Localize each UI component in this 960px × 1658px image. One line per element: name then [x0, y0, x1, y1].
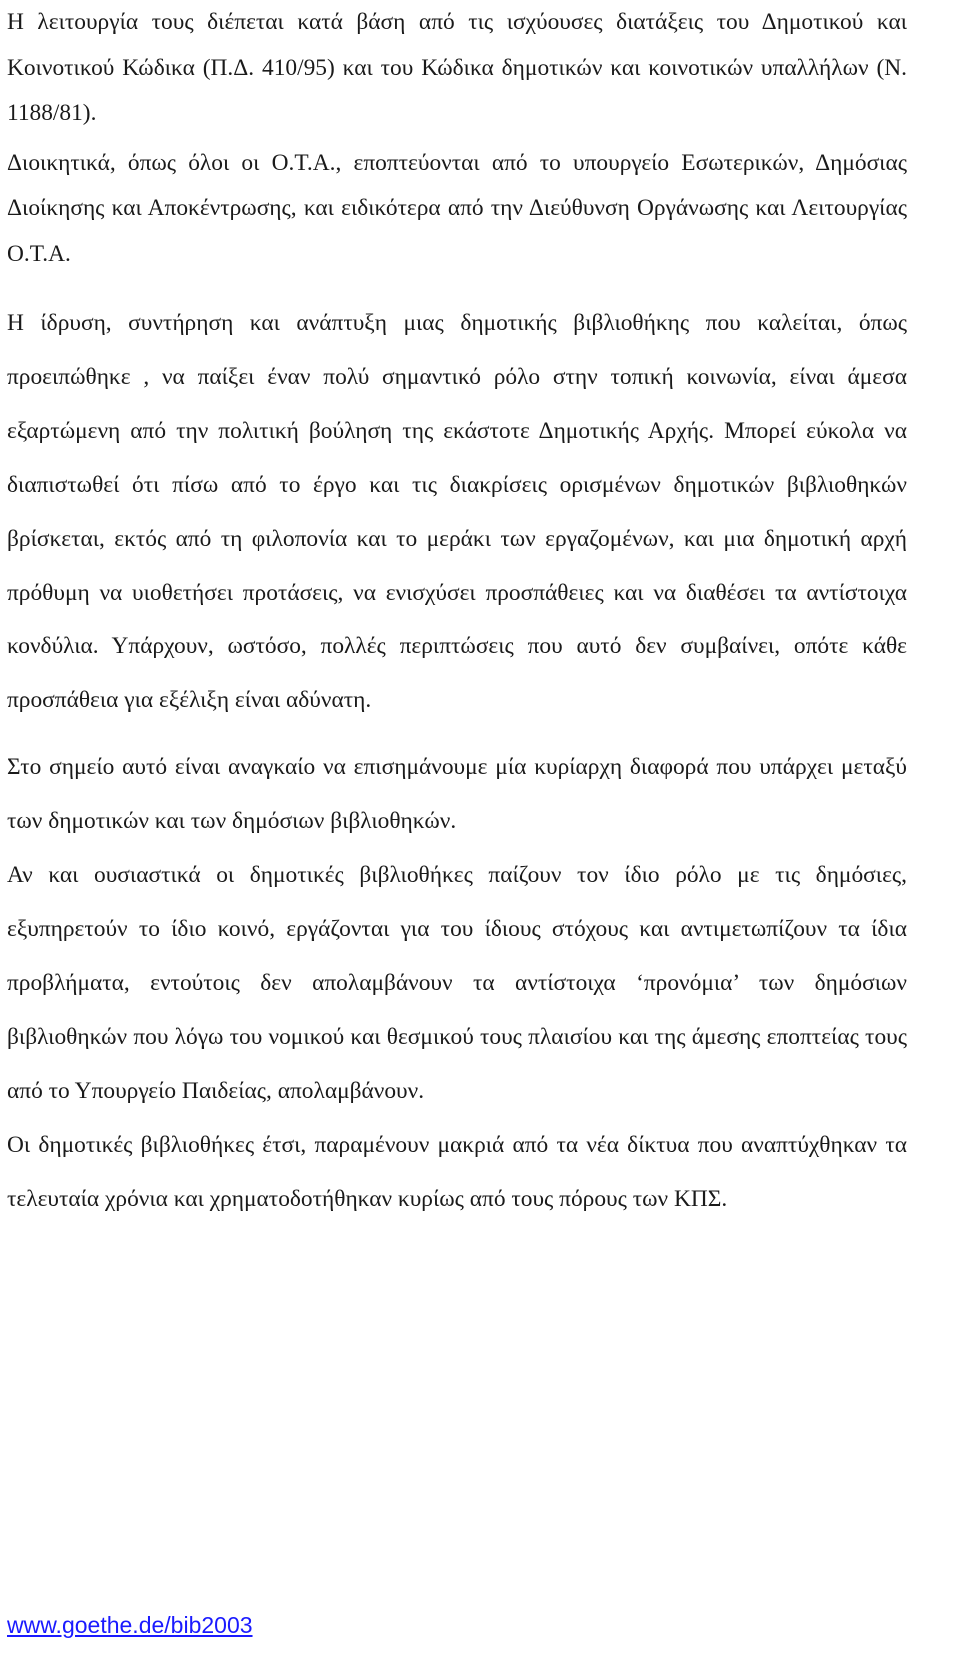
paragraph-legal-framework: Η λειτουργία τους διέπεται κατά βάση από τις ισχύουσες διατάξεις του Δημοτικού και Κοινοτικού Κώδικα (Π.Δ. 410/95) και του Κώδικα δημοτικών και κοινοτικών υπαλλήλων (Ν. 1188/81).	[7, 9, 907, 126]
document-body	[7, 0, 907, 1226]
paragraph-library-founding: Η ίδρυση, συντήρηση και ανάπτυξη μιας δημοτικής βιβλιοθήκης που καλείται, όπως προειπώθηκε , να παίξει έναν πολύ σημαντικό ρόλο στην τοπική κοινωνία, είναι άμεσα εξαρτώμενη από την πολιτική βούληση της εκάστοτε Δημοτικής Αρχής. Μπορεί εύκολα να διαπιστωθεί ότι πίσω από το έργο και τις διακρίσεις ορισμένων δημοτικών βιβλιοθηκών βρίσκεται, εκτός από τη φιλοπονία και το μεράκι των εργαζομένων, και μια δημοτική αρχή πρόθυμη να υιοθετήσει προτάσεις, να ενισχύσει προσπάθειες και να διαθέσει τα αντίστοιχα κονδύλια. Υπάρχουν, ωστόσο, πολλές περιπτώσεις που αυτό δεν συμβαίνει, οπότε κάθε προσπάθεια για εξέλιξη είναι αδύνατη.	[7, 310, 907, 714]
paragraph-privileges-comparison: Αν και ουσιαστικά οι δημοτικές βιβλιοθήκες παίζουν τον ίδιο ρόλο με τις δημόσιες, εξυπηρετούν το ίδιο κοινό, εργάζονται για του ίδιους στόχους και αντιμετωπίζουν τα ίδια προβλήματα, εντούτοις δεν απολαμβάνουν τα αντίστοιχα ‘προνόμια’ των δημόσιων βιβλιοθηκών που λόγω του νομικού και θεσμικού τους πλαισίου και της άμεσης εποπτείας τους από το Υπουργείο Παιδείας, απολαμβάνουν.	[7, 862, 907, 1104]
paragraph-administrative-supervision: Διοικητικά, όπως όλοι οι Ο.Τ.Α., εποπτεύονται από το υπουργείο Εσωτερικών, Δημόσιας Διοίκησης και Αποκέντρωσης, και ειδικότερα από την Διεύθυνση Οργάνωσης και Λειτουργίας Ο.Τ.Α.	[7, 149, 907, 267]
paragraph-key-difference: Στο σημείο αυτό είναι αναγκαίο να επισημάνουμε μία κυρίαρχη διαφορά που υπάρχει μεταξύ των δημοτικών και των δημόσιων βιβλιοθηκών.	[7, 754, 907, 835]
footer-link[interactable]: www.goethe.de/bib2003	[7, 1612, 253, 1638]
paragraph-networks: Οι δημοτικές βιβλιοθήκες έτσι, παραμένουν μακριά από τα νέα δίκτυα που αναπτύχθηκαν τα τελευταία χρόνια και χρηματοδοτήθηκαν κυρίως από τους πόρους των ΚΠΣ.	[7, 1131, 907, 1212]
